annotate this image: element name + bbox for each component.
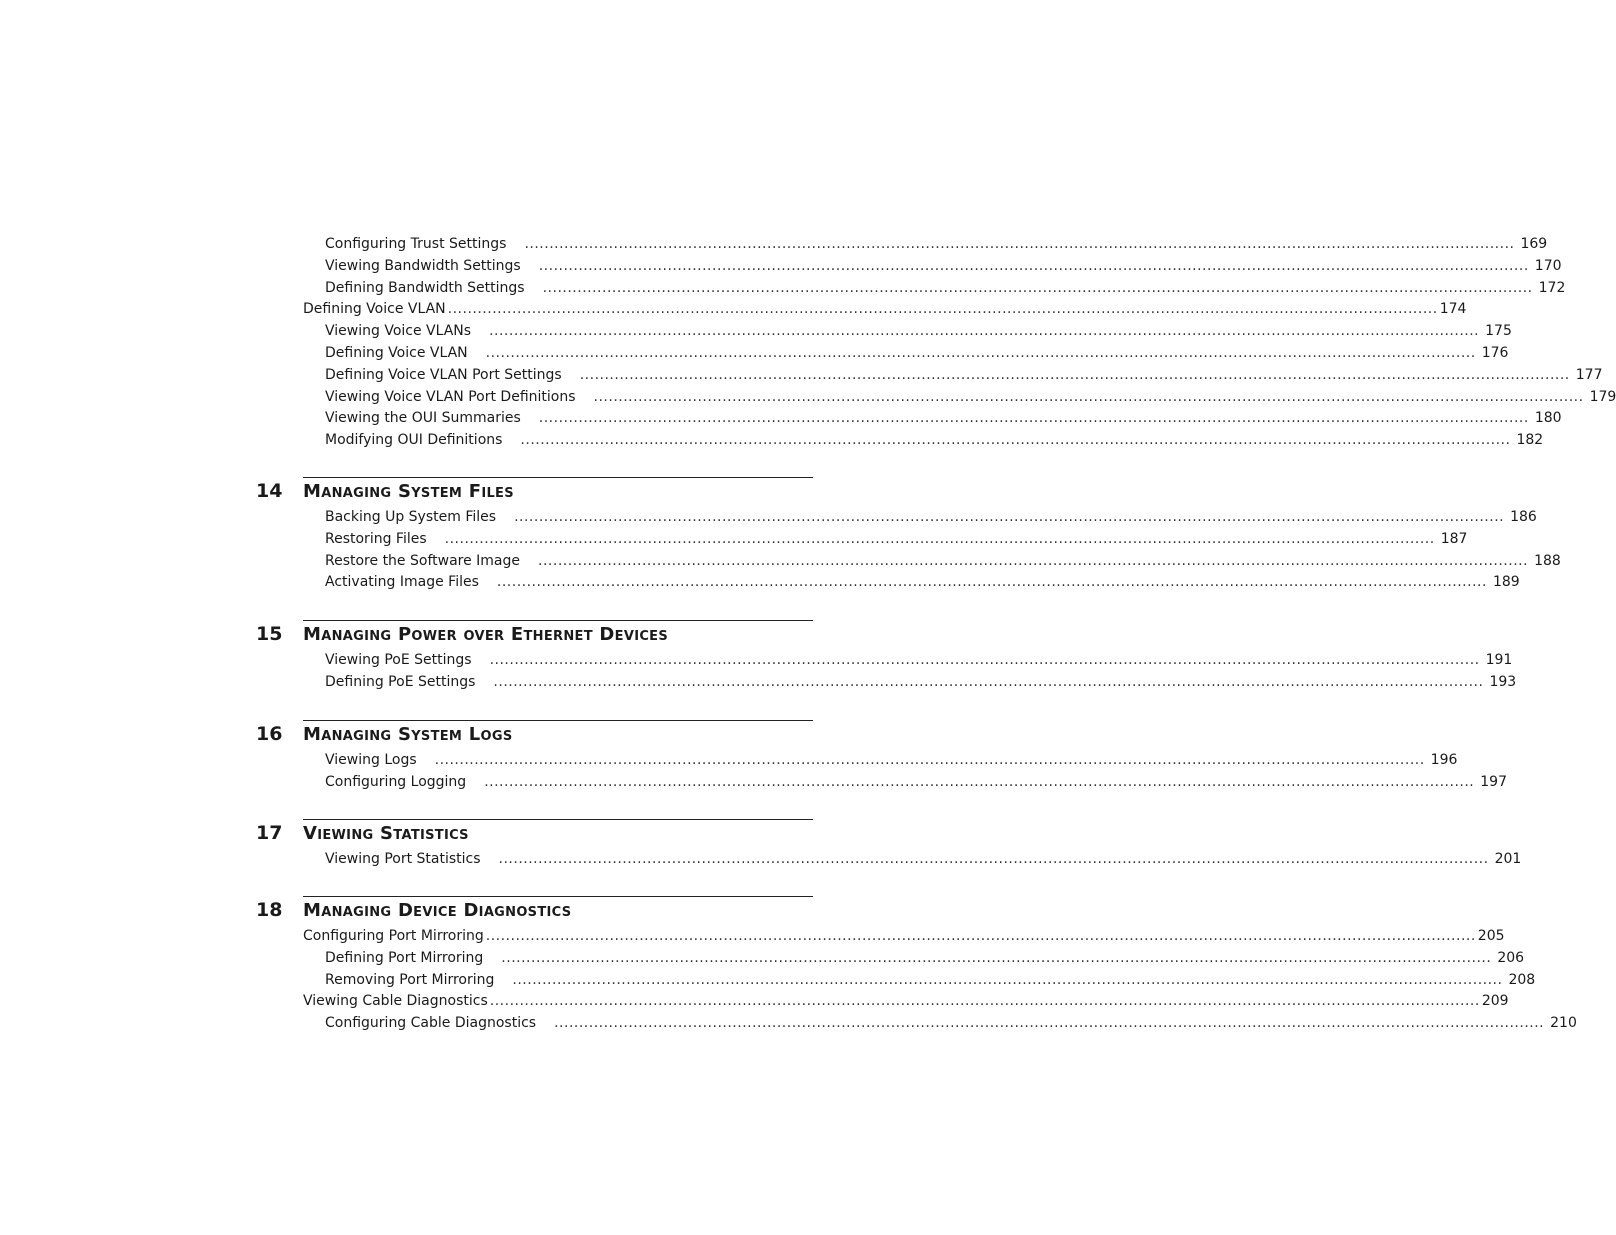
toc-entry-title: Defining PoE Settings bbox=[325, 673, 476, 690]
dot-leader: ........................................................................................................................................................................................................ bbox=[489, 652, 1480, 668]
toc-entry[interactable] bbox=[325, 650, 1513, 670]
toc-entry-page-number: 210 bbox=[1550, 1015, 1577, 1032]
chapter-number: 14 bbox=[256, 480, 283, 502]
toc-entry[interactable] bbox=[325, 234, 1548, 254]
toc-entry[interactable] bbox=[325, 507, 1537, 527]
toc-entry-title: Removing Port Mirroring bbox=[325, 971, 495, 988]
toc-entry[interactable] bbox=[325, 551, 1561, 571]
toc-entry-page-number: 201 bbox=[1494, 851, 1522, 867]
toc-entry-page-number: 186 bbox=[1510, 509, 1537, 525]
toc-entry-title: Defining Voice VLAN bbox=[303, 301, 446, 318]
dot-leader: ........................................................................................................................................................................................................ bbox=[542, 279, 1533, 296]
dot-leader: ........................................................................................................................................................................................................ bbox=[538, 257, 1529, 274]
toc-entry[interactable] bbox=[325, 849, 1522, 869]
chapter-number: 16 bbox=[256, 723, 283, 745]
toc-entry-title: Viewing Port Statistics bbox=[325, 851, 481, 867]
dot-leader: ........................................................................................................................................................................................................ bbox=[538, 552, 1529, 569]
dot-leader: ........................................................................................................................................................................................................ bbox=[447, 301, 1438, 318]
toc-entry-page-number: 196 bbox=[1430, 752, 1458, 768]
dot-leader: ........................................................................................................................................................................................................ bbox=[489, 323, 1480, 340]
toc-entry-page-number: 205 bbox=[1477, 928, 1505, 944]
chapter-title[interactable]: Managing System Logs bbox=[303, 724, 513, 745]
chapter-title[interactable]: Managing System Files bbox=[303, 481, 514, 502]
toc-entry-title: Configuring Cable Diagnostics bbox=[325, 1015, 537, 1032]
toc-entry[interactable] bbox=[325, 256, 1562, 276]
toc-entry[interactable] bbox=[325, 343, 1509, 363]
toc-entry[interactable] bbox=[325, 278, 1566, 298]
chapter-divider bbox=[303, 620, 813, 621]
dot-leader: ........................................................................................................................................................................................................ bbox=[501, 949, 1492, 966]
dot-leader: ........................................................................................................................................................................................................ bbox=[538, 410, 1529, 427]
toc-entry-page-number: 176 bbox=[1481, 345, 1509, 361]
toc-entry[interactable] bbox=[303, 926, 1505, 946]
toc-entry[interactable] bbox=[325, 672, 1517, 692]
toc-entry-page-number: 193 bbox=[1489, 673, 1517, 690]
toc-entry-page-number: 180 bbox=[1534, 410, 1562, 427]
dot-leader: ........................................................................................................................................................................................................ bbox=[554, 1015, 1545, 1032]
toc-entry-title: Defining Port Mirroring bbox=[325, 949, 484, 966]
dot-leader: ........................................................................................................................................................................................................ bbox=[444, 530, 1435, 547]
dot-leader: ........................................................................................................................................................................................................ bbox=[498, 851, 1489, 867]
toc-entry-title: Configuring Logging bbox=[325, 773, 467, 790]
chapter-number: 18 bbox=[256, 899, 283, 921]
toc-entry[interactable] bbox=[325, 970, 1536, 990]
toc-entry-page-number: 208 bbox=[1508, 971, 1536, 988]
toc-entry-title: Modifying OUI Definitions bbox=[325, 432, 503, 449]
toc-entry[interactable] bbox=[303, 299, 1467, 319]
toc-entry-page-number: 172 bbox=[1538, 279, 1566, 296]
dot-leader: ........................................................................................................................................................................................................ bbox=[514, 509, 1505, 525]
toc-entry-title: Configuring Trust Settings bbox=[325, 236, 507, 252]
chapter-divider bbox=[303, 819, 813, 820]
toc-entry-title: Restore the Software Image bbox=[325, 552, 521, 569]
dot-leader: ........................................................................................................................................................................................................ bbox=[434, 752, 1425, 768]
toc-entry-page-number: 189 bbox=[1492, 574, 1520, 591]
chapter-title[interactable]: Managing Device Diagnostics bbox=[303, 900, 572, 921]
toc-entry-title: Viewing Bandwidth Settings bbox=[325, 257, 521, 274]
toc-entry-page-number: 175 bbox=[1485, 323, 1512, 340]
toc-entry-page-number: 206 bbox=[1497, 949, 1525, 966]
toc-entry-title: Defining Voice VLAN Port Settings bbox=[325, 366, 562, 383]
dot-leader: ........................................................................................................................................................................................................ bbox=[496, 574, 1487, 591]
toc-entry[interactable] bbox=[325, 430, 1544, 450]
toc-entry[interactable] bbox=[325, 321, 1512, 341]
toc-entry[interactable] bbox=[325, 408, 1562, 428]
toc-entry-title: Activating Image Files bbox=[325, 574, 479, 591]
toc-entry-title: Viewing PoE Settings bbox=[325, 652, 472, 668]
dot-leader: ........................................................................................................................................................................................................ bbox=[520, 432, 1511, 449]
dot-leader: ........................................................................................................................................................................................................ bbox=[485, 345, 1476, 361]
toc-entry[interactable] bbox=[325, 572, 1520, 592]
toc-entry-page-number: 174 bbox=[1439, 301, 1467, 318]
toc-entry[interactable] bbox=[325, 948, 1525, 968]
dot-leader: ........................................................................................................................................................................................................ bbox=[579, 366, 1570, 383]
toc-entry-page-number: 187 bbox=[1440, 530, 1468, 547]
chapter-title[interactable]: Viewing Statistics bbox=[303, 823, 469, 844]
toc-entry[interactable] bbox=[325, 1013, 1577, 1033]
dot-leader: ........................................................................................................................................................................................................ bbox=[593, 388, 1584, 405]
dot-leader: ........................................................................................................................................................................................................ bbox=[485, 928, 1476, 944]
dot-leader: ........................................................................................................................................................................................................ bbox=[493, 673, 1484, 690]
chapter-number: 17 bbox=[256, 822, 283, 844]
toc-entry-title: Defining Voice VLAN bbox=[325, 345, 468, 361]
toc-entry-title: Viewing Voice VLANs bbox=[325, 323, 472, 340]
toc-entry-page-number: 197 bbox=[1480, 773, 1507, 790]
toc-entry-page-number: 177 bbox=[1575, 366, 1603, 383]
toc-entry-page-number: 209 bbox=[1481, 993, 1509, 1010]
toc-entry-page-number: 170 bbox=[1534, 257, 1562, 274]
toc-entry[interactable] bbox=[325, 365, 1603, 385]
toc-entry[interactable] bbox=[325, 529, 1468, 549]
toc-entry[interactable] bbox=[325, 750, 1458, 770]
toc-entry-title: Viewing Logs bbox=[325, 752, 417, 768]
toc-entry-page-number: 169 bbox=[1520, 236, 1548, 252]
toc-entry-page-number: 179 bbox=[1589, 388, 1616, 405]
toc-entry[interactable] bbox=[325, 387, 1616, 407]
dot-leader: ........................................................................................................................................................................................................ bbox=[512, 971, 1503, 988]
chapter-number: 15 bbox=[256, 623, 283, 645]
toc-entry-title: Defining Bandwidth Settings bbox=[325, 279, 525, 296]
chapter-divider bbox=[303, 720, 813, 721]
chapter-divider bbox=[303, 896, 813, 897]
dot-leader: ........................................................................................................................................................................................................ bbox=[484, 773, 1475, 790]
toc-entry-title: Viewing the OUI Summaries bbox=[325, 410, 521, 427]
toc-entry-page-number: 191 bbox=[1485, 652, 1513, 668]
toc-entry-title: Viewing Cable Diagnostics bbox=[303, 993, 488, 1010]
toc-entry[interactable] bbox=[325, 772, 1507, 792]
chapter-divider bbox=[303, 477, 813, 478]
toc-entry-title: Viewing Voice VLAN Port Definitions bbox=[325, 388, 576, 405]
toc-entry-title: Configuring Port Mirroring bbox=[303, 928, 484, 944]
dot-leader: ........................................................................................................................................................................................................ bbox=[524, 236, 1515, 252]
toc-entry-title: Restoring Files bbox=[325, 530, 427, 547]
toc-entry-page-number: 188 bbox=[1534, 552, 1561, 569]
toc-entry[interactable] bbox=[303, 991, 1509, 1011]
chapter-title[interactable]: Managing Power over Ethernet Devices bbox=[303, 624, 669, 645]
dot-leader: ........................................................................................................................................................................................................ bbox=[489, 993, 1480, 1010]
toc-entry-title: Backing Up System Files bbox=[325, 509, 497, 525]
toc-entry-page-number: 182 bbox=[1516, 432, 1544, 449]
